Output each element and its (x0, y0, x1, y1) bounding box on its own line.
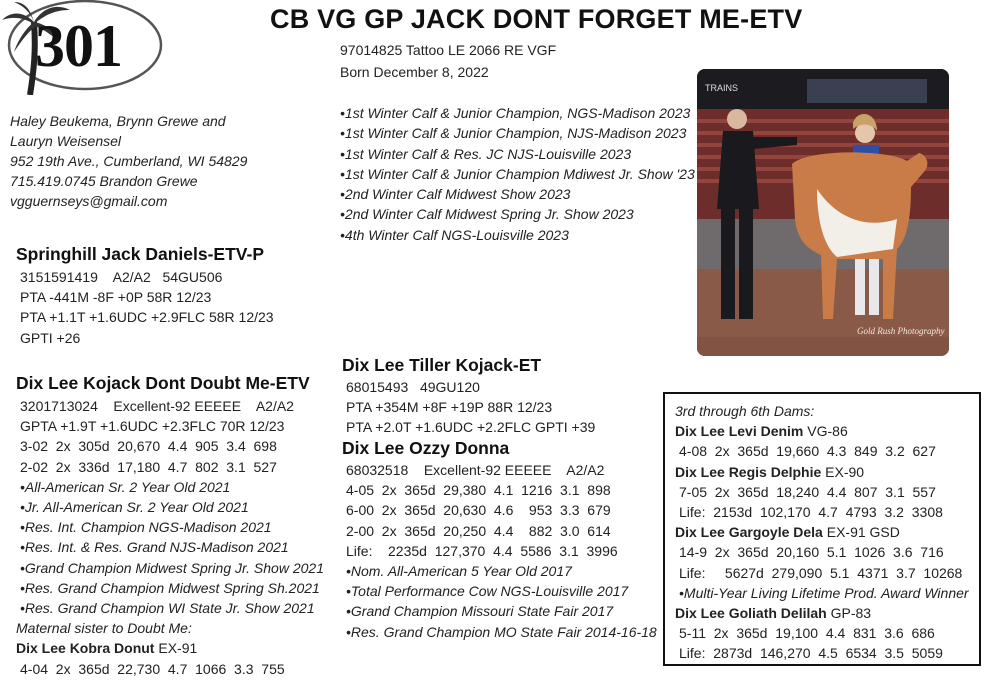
dam6-name: Dix Lee Goliath Delilah (675, 605, 827, 622)
dam-honor: •Res. Grand Champion Midwest Spring Sh.2021 (20, 579, 320, 596)
dam-line: 2-02 2x 336d 17,180 4.7 802 3.1 527 (20, 458, 277, 475)
contact-info (10, 111, 247, 211)
achievement-item: •1st Winter Calf & Junior Champion, NGS-Madison 2023 (340, 105, 691, 121)
dam3-record: 4-08 2x 365d 19,660 4.3 849 3.2 627 (679, 443, 936, 460)
dam-line: GPTA +1.9T +1.6UDC +2.3FLC 70R 12/23 (20, 418, 285, 435)
granddam-line: 2-00 2x 365d 20,250 4.4 882 3.0 614 (346, 522, 611, 539)
dam-honor: •Jr. All-American Sr. 2 Year Old 2021 (20, 499, 249, 516)
dam-honor: •Grand Champion Midwest Spring Jr. Show 2021 (20, 559, 324, 576)
granddam-name: Dix Lee Ozzy Donna (342, 438, 510, 458)
granddam-honor: •Total Performance Cow NGS-Louisville 2017 (346, 583, 629, 600)
contact-line: Lauryn Weisensel (10, 133, 122, 149)
dam6-life: Life: 2873d 146,270 4.5 6534 3.5 5059 (679, 645, 943, 662)
show-photo (697, 69, 949, 356)
dam-sire-line: 68015493 49GU120 (346, 379, 480, 395)
granddam-honor: •Nom. All-American 5 Year Old 2017 (346, 563, 572, 580)
contact-line: 952 19th Ave., Cumberland, WI 54829 (10, 153, 248, 169)
contact-email: vgguernseys@gmail.com (10, 193, 168, 209)
photo-watermark: Gold Rush Photography (857, 326, 945, 336)
dam6-record: 5-11 2x 365d 19,100 4.4 831 3.6 686 (679, 625, 935, 642)
dam-honor: •Res. Grand Champion WI State Jr. Show 2021 (20, 600, 315, 617)
dam4-record: 7-05 2x 365d 18,240 4.4 807 3.1 557 (679, 483, 936, 500)
granddam-section (342, 438, 657, 642)
dam5-class: EX-91 GSD (822, 524, 900, 541)
dam3-class: VG-86 (803, 423, 848, 440)
dam4-class: EX-90 (821, 463, 865, 480)
sister-name: Dix Lee Kobra Donut (16, 640, 155, 657)
dam4-name: Dix Lee Regis Delphie (675, 463, 822, 480)
dam-sire-line: PTA +2.0T +1.6UDC +2.2FLC GPTI +39 (346, 419, 596, 436)
dam-line: 3-02 2x 305d 20,670 4.4 905 3.4 698 (20, 438, 277, 455)
dam5-record: 14-9 2x 365d 20,160 5.1 1026 3.6 716 (679, 544, 944, 561)
dam-section (16, 373, 324, 679)
sire-line: PTA +1.1T +1.6UDC +2.9FLC 58R 12/23 (20, 309, 274, 326)
achievement-item: •2nd Winter Calf Midwest Show 2023 (340, 186, 571, 203)
dam-honor: •Res. Int. Champion NGS-Madison 2021 (20, 519, 272, 536)
sire-section (16, 244, 274, 348)
granddam-honor: •Grand Champion Missouri State Fair 2017 (346, 603, 614, 620)
granddam-line: Life: 2235d 127,370 4.4 5586 3.1 3996 (346, 542, 618, 559)
achievement-item: •4th Winter Calf NGS-Louisville 2023 (340, 226, 569, 243)
dam-sire-line: PTA +354M +8F +19P 88R 12/23 (346, 399, 553, 416)
granddam-line: 4-05 2x 365d 29,380 4.1 1216 3.1 898 (346, 482, 611, 499)
achievement-item: •1st Winter Calf & Junior Champion, NJS-Madison 2023 (340, 125, 687, 142)
granddam-line: 68032518 Excellent-92 EEEEE A2/A2 (346, 462, 605, 478)
dam-honor: •All-American Sr. 2 Year Old 2021 (20, 478, 231, 495)
achievement-item: •1st Winter Calf & Res. JC NJS-Louisville 2023 (340, 145, 632, 162)
registration-info: 97014825 Tattoo LE 2066 RE VGF (340, 42, 557, 58)
dams-heading: 3rd through 6th Dams: (675, 403, 815, 419)
dam-line: 3201713024 Excellent-92 EEEEE A2/A2 (20, 398, 294, 414)
dam5-life: Life: 5627d 279,090 5.1 4371 3.7 10268 (679, 564, 963, 581)
page-title: CB VG GP JACK DONT FORGET ME-ETV (270, 4, 803, 34)
dam-sire-name: Dix Lee Tiller Kojack-ET (342, 355, 542, 375)
logo (0, 0, 165, 95)
achievement-item: •2nd Winter Calf Midwest Spring Jr. Show 2023 (340, 206, 634, 223)
dam5-name: Dix Lee Gargoyle Dela (675, 524, 823, 541)
dam-sire-section (342, 355, 595, 438)
sire-line: 3151591419 A2/A2 54GU506 (20, 269, 223, 285)
dam-name: Dix Lee Kojack Dont Doubt Me-ETV (16, 373, 310, 393)
granddam-honor: •Res. Grand Champion MO State Fair 2014-16-18 (346, 623, 657, 640)
granddam-line: 6-00 2x 365d 20,630 4.6 953 3.3 679 (346, 502, 611, 519)
sire-line: PTA -441M -8F +0P 58R 12/23 (20, 289, 212, 306)
sister-class: EX-91 (154, 640, 198, 657)
photo-banner: TRAINS (705, 83, 739, 93)
dam5-note: •Multi-Year Living Lifetime Prod. Award Winner (679, 584, 969, 601)
achievement-item: •1st Winter Calf & Junior Champion Mdiwest Jr. Show '23 (340, 165, 695, 182)
dam4-life: Life: 2153d 102,170 4.7 4793 3.2 3308 (679, 504, 943, 521)
sire-line: GPTI +26 (20, 329, 81, 346)
maternal-sister-label: Maternal sister to Doubt Me: (16, 620, 192, 637)
birth-date: Born December 8, 2022 (340, 64, 489, 80)
logo-number: 301 (35, 13, 122, 79)
sister-record: 4-04 2x 365d 22,730 4.7 1066 3.3 755 (20, 660, 285, 677)
dam-honor: •Res. Int. & Res. Grand NJS-Madison 2021 (20, 539, 289, 556)
achievements-list (340, 103, 695, 245)
dam6-class: GP-83 (826, 605, 872, 622)
dams-box (663, 392, 981, 666)
sire-name: Springhill Jack Daniels-ETV-P (16, 244, 264, 264)
contact-line: 715.419.0745 Brandon Grewe (10, 173, 198, 189)
dam3-name: Dix Lee Levi Denim (675, 423, 804, 440)
contact-line: Haley Beukema, Brynn Grewe and (10, 113, 226, 129)
